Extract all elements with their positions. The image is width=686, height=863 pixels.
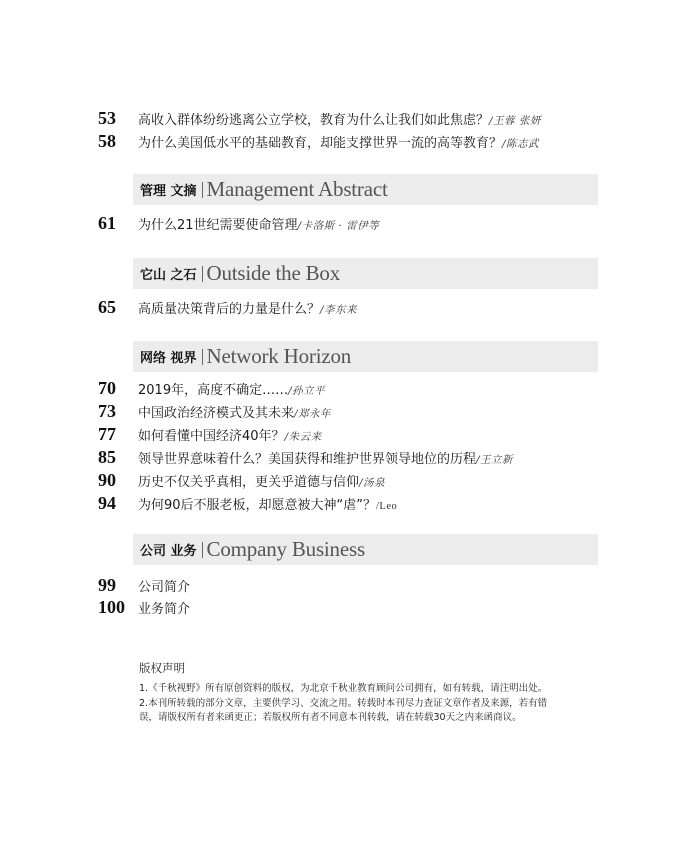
page-number: 61 — [98, 213, 116, 233]
page-number: 90 — [98, 470, 116, 490]
section-header-management — [133, 174, 598, 205]
article-title: 如何看懂中国经济40年？ — [138, 429, 285, 444]
page-number: 73 — [98, 401, 116, 421]
section-title-cn: 网络 视界 — [140, 351, 197, 366]
article-title: 领导世界意味着什么？美国获得和维护世界领导地位的历程 — [138, 452, 477, 467]
toc-entry[interactable] — [98, 470, 626, 491]
article-title: 高质量决策背后的力量是什么？ — [138, 302, 321, 317]
page-number: 94 — [98, 493, 116, 513]
article-title: 为何90后不服老板，却愿意被大神“虐”？ — [138, 498, 377, 513]
article-author: /Leo — [376, 501, 398, 512]
section-title-en: Company Business — [206, 537, 365, 561]
article-title: 中国政治经济模式及其未来 — [138, 406, 295, 421]
page-number: 70 — [98, 378, 116, 398]
section-title-en: Management Abstract — [206, 177, 388, 201]
page-number: 53 — [98, 108, 116, 128]
page-number: 58 — [98, 131, 116, 151]
article-title: 为什么21世纪需要使命管理 — [138, 218, 298, 233]
article-title: 高收入群体纷纷逃离公立学校，教育为什么让我们如此焦虑？ — [138, 113, 490, 128]
article-author: /李东来 — [320, 304, 358, 316]
section-header-outside — [133, 258, 598, 289]
toc-entry[interactable] — [98, 597, 626, 618]
article-title: 公司简介 — [138, 580, 191, 595]
toc-entry[interactable] — [98, 493, 626, 514]
toc-entry[interactable] — [98, 424, 626, 445]
article-author: /陈志武 — [502, 138, 540, 150]
section-divider — [202, 182, 203, 198]
article-author: /汤泉 — [359, 477, 386, 489]
copyright-item: 1.《千秋视野》所有原创资料的版权，为北京千秋业教育顾问公司拥有，如有转载，请注明出处。 — [139, 683, 548, 694]
article-author: /孙立平 — [288, 385, 326, 397]
article-title: 为什么美国低水平的基础教育，却能支撑世界一流的高等教育？ — [138, 136, 503, 151]
section-header-company — [133, 534, 598, 565]
toc-entry[interactable] — [98, 378, 626, 399]
article-author: /卡洛斯 · 雷伊等 — [297, 220, 380, 232]
section-title-en: Outside the Box — [206, 261, 341, 285]
toc-entry[interactable] — [98, 108, 626, 129]
toc-entry[interactable] — [98, 213, 626, 234]
article-author: /王立新 — [476, 454, 514, 466]
toc-entry[interactable] — [98, 447, 626, 468]
article-title: 2019年，高度不确定…… — [138, 383, 289, 398]
copyright-title: 版权声明 — [139, 661, 185, 675]
toc-entry[interactable] — [98, 131, 626, 152]
page-number: 99 — [98, 575, 116, 595]
page-number: 65 — [98, 297, 116, 317]
section-divider — [202, 349, 203, 365]
toc-entry[interactable] — [98, 297, 626, 318]
article-title: 历史不仅关乎真相，更关乎道德与信仰 — [138, 475, 360, 490]
section-title-cn: 管理 文摘 — [140, 184, 197, 199]
page-number: 77 — [98, 424, 116, 444]
section-divider — [202, 266, 203, 282]
section-title-cn: 公司 业务 — [140, 544, 197, 559]
article-author: /郑永年 — [294, 408, 332, 420]
section-header-network — [133, 341, 598, 372]
article-author: /朱云来 — [284, 431, 322, 443]
page-number: 100 — [98, 597, 125, 617]
copyright-statement — [139, 660, 559, 726]
article-title: 业务简介 — [138, 602, 191, 617]
section-title-en: Network Horizon — [206, 344, 352, 368]
toc-entry[interactable] — [98, 401, 626, 422]
section-divider — [202, 542, 203, 558]
section-title-cn: 它山 之石 — [140, 268, 197, 283]
article-author: /王蓉 张妍 — [489, 115, 541, 127]
page-number: 85 — [98, 447, 116, 467]
copyright-item: 2.本刊所转载的部分文章，主要供学习、交流之用。转载时本刊尽力查证文章作者及来源，若有错误，请版权所有者来函更正；若版权所有者不同意本刊转载，请在转载30天之内来函商议。 — [139, 698, 548, 723]
toc-entry[interactable] — [98, 575, 626, 596]
